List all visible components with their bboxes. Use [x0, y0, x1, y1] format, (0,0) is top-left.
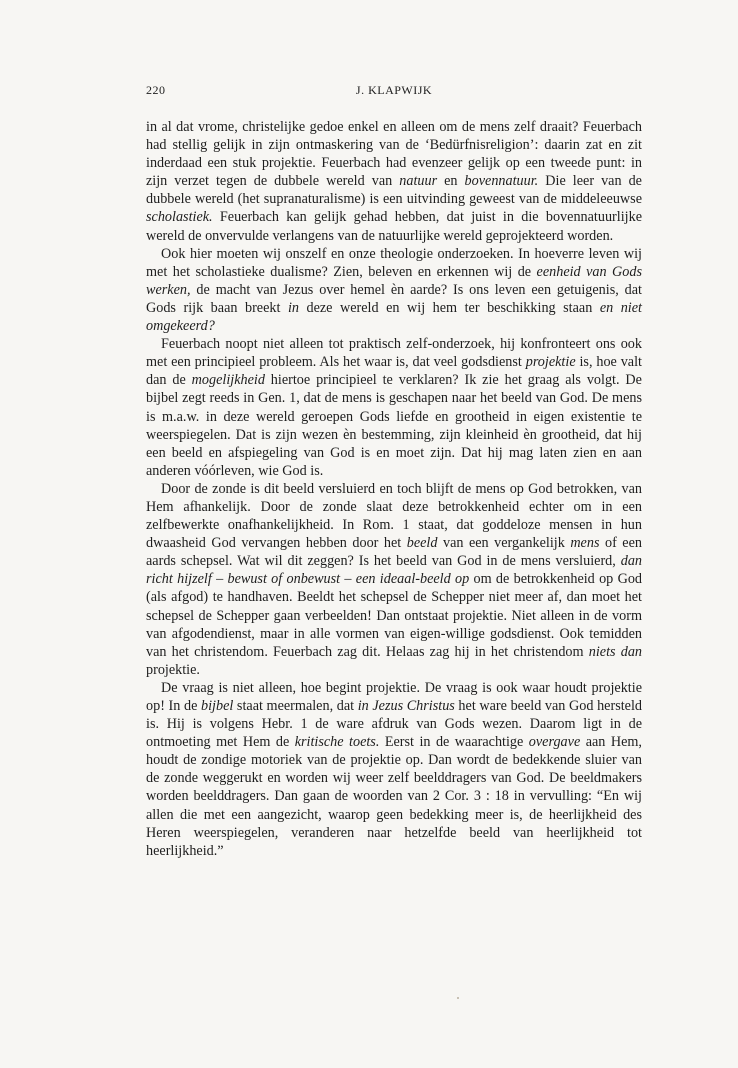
text-run: Door de zonde is dit beeld versluierd en toch blijft de mens op God betrokken, van Hem afhankelijk. Door de zonde slaat deze betrokkenheid echter om in een zelfbewerkte onafhankelijkheid. In Rom. 1 staat, dat goddeloze mensen in hun dwaasheid God vervangen hebben door het: [146, 480, 642, 552]
italic-run: in Jezus Christus: [357, 698, 455, 714]
text-run: De vraag is niet alleen, hoe begint projektie. De vraag is ook waar houdt projektie op! In de: [146, 679, 642, 714]
italic-run: natuur: [399, 173, 438, 190]
paragraph: [146, 245, 642, 335]
page-header: [146, 83, 642, 99]
paper-speck: [457, 997, 459, 999]
page-number: 220: [146, 83, 166, 97]
italic-run: in: [287, 299, 299, 316]
text-run: Eerst in de waarachtige: [379, 734, 529, 751]
italic-run: kritische toets.: [294, 734, 380, 751]
italic-run: dan richt hijzelf – bewust of onbewust – een ideaal-beeld op: [146, 553, 642, 588]
text-run: Feuerbach noopt niet alleen tot praktisch zelf-onderzoek, hij konfronteert ons ook met een principieel probleem. Als het waar is, dat veel godsdienst: [146, 336, 642, 371]
text-run: hiertoe principieel te verklaren? Ik zie het graag als volgt. De bijbel zegt reeds in Gen. 1, dat de mens is geschapen naar het beeld van God. De mens is m.a.w. in deze wereld geroepen Gods liefde en grootheid in eigen existentie te weerspiegelen. Dat is zijn wezen èn bestemming, zijn kleinheid èn grootheid, dat hij een beeld en afspiegeling van God is en moet zijn. Dat hij mag laten zien en aan anderen vóórleven, wie God is.: [146, 372, 642, 479]
text-run: en: [437, 173, 465, 190]
italic-run: mogelijkheid: [191, 372, 265, 389]
text-run: Feuerbach kan gelijk gehad hebben, dat juist in die bovennatuurlijke wereld de onvervulde verlangens van de natuurlijke wereld geprojekteerd worden.: [146, 209, 642, 244]
paragraph: [146, 335, 642, 480]
text-run: om de betrokkenheid op God (als afgod) te handhaven. Beeldt het schepsel de Schepper niet meer af, dan moet het schepsel de Schepper gaan verbeelden! Dan ontstaat projektie. Niet alleen in de vorm van afgodendienst, maar in alle vormen van eigen-willige godsdienst. Ook temidden van het christendom. Feuerbach zag dit. Helaas zag hij in het christendom: [146, 571, 643, 660]
text-run: aan Hem, houdt de zondige motoriek van de projektie op. Dan wordt de bedekkende sluier van de zonde weggerukt en worden wij weer zelf beelddragers van God. De beeldmakers worden beelddragers. Dan gaan de woorden van 2 Cor. 3 : 18 in vervulling: “En wij allen die met een aangezicht, waarop geen bedekking meer is, de heerlijkheid des Heren weerspiegelen, veranderen naar hetzelfde beeld van heerlijkheid tot heerlijkheid.”: [146, 734, 642, 859]
text-run: het ware beeld van God hersteld is. Hij is volgens Hebr. 1 de ware afdruk van Gods wezen. Daarom ligt in de ontmoeting met Hem de: [146, 698, 642, 751]
text-run: is, hoe valt dan de: [146, 354, 642, 389]
running-head: J. KLAPWIJK: [355, 83, 433, 97]
italic-run: mens: [570, 535, 600, 552]
text-run: deze wereld en wij hem ter beschikking staan: [298, 299, 600, 316]
paragraph: [146, 480, 642, 679]
paragraph: [146, 679, 642, 860]
text-run: de macht van Jezus over hemel èn aarde? Is ons leven een getuigenis, dat Gods rijk baan breekt: [146, 281, 642, 316]
text-run: Die leer van de dubbele wereld (het supranaturalisme) is een uitvinding geweest van de middeleeuwse: [146, 173, 642, 208]
paragraph: [146, 118, 642, 245]
italic-run: overgave: [528, 734, 581, 751]
italic-run: beeld: [406, 535, 438, 552]
italic-run: eenheid van Gods werken,: [146, 263, 642, 298]
body-text: [146, 118, 642, 860]
text-run: in al dat vrome, christelijke gedoe enkel en alleen om de mens zelf draait? Feuerbach had stellig gelijk in zijn ontmaskering van de ‘Bedürfnisreligion’: daarin zat en zit inderdaad een stuk projektie. Feuerbach had evenzeer gelijk op een tweede punt: in zijn verzet tegen de dubbele wereld van: [146, 119, 642, 190]
italic-run: projektie: [525, 354, 576, 371]
italic-run: scholastiek.: [146, 209, 213, 226]
italic-run: niets dan: [588, 643, 643, 660]
text-run: projektie.: [146, 661, 200, 678]
italic-run: en niet omgekeerd?: [146, 299, 642, 335]
text-run: Ook hier moeten wij onszelf en onze theologie onderzoeken. In hoeverre leven wij met het scholastieke dualisme? Zien, beleven en erkennen wij de: [146, 245, 642, 280]
italic-run: bijbel: [201, 698, 234, 714]
text-run: of een aards schepsel. Wat wil dit zeggen? Is het beeld van God in de mens versluierd,: [146, 535, 642, 570]
italic-run: bovennatuur.: [464, 173, 539, 190]
text-run: staat meermalen, dat: [233, 698, 358, 714]
text-run: van een vergankelijk: [437, 535, 571, 552]
